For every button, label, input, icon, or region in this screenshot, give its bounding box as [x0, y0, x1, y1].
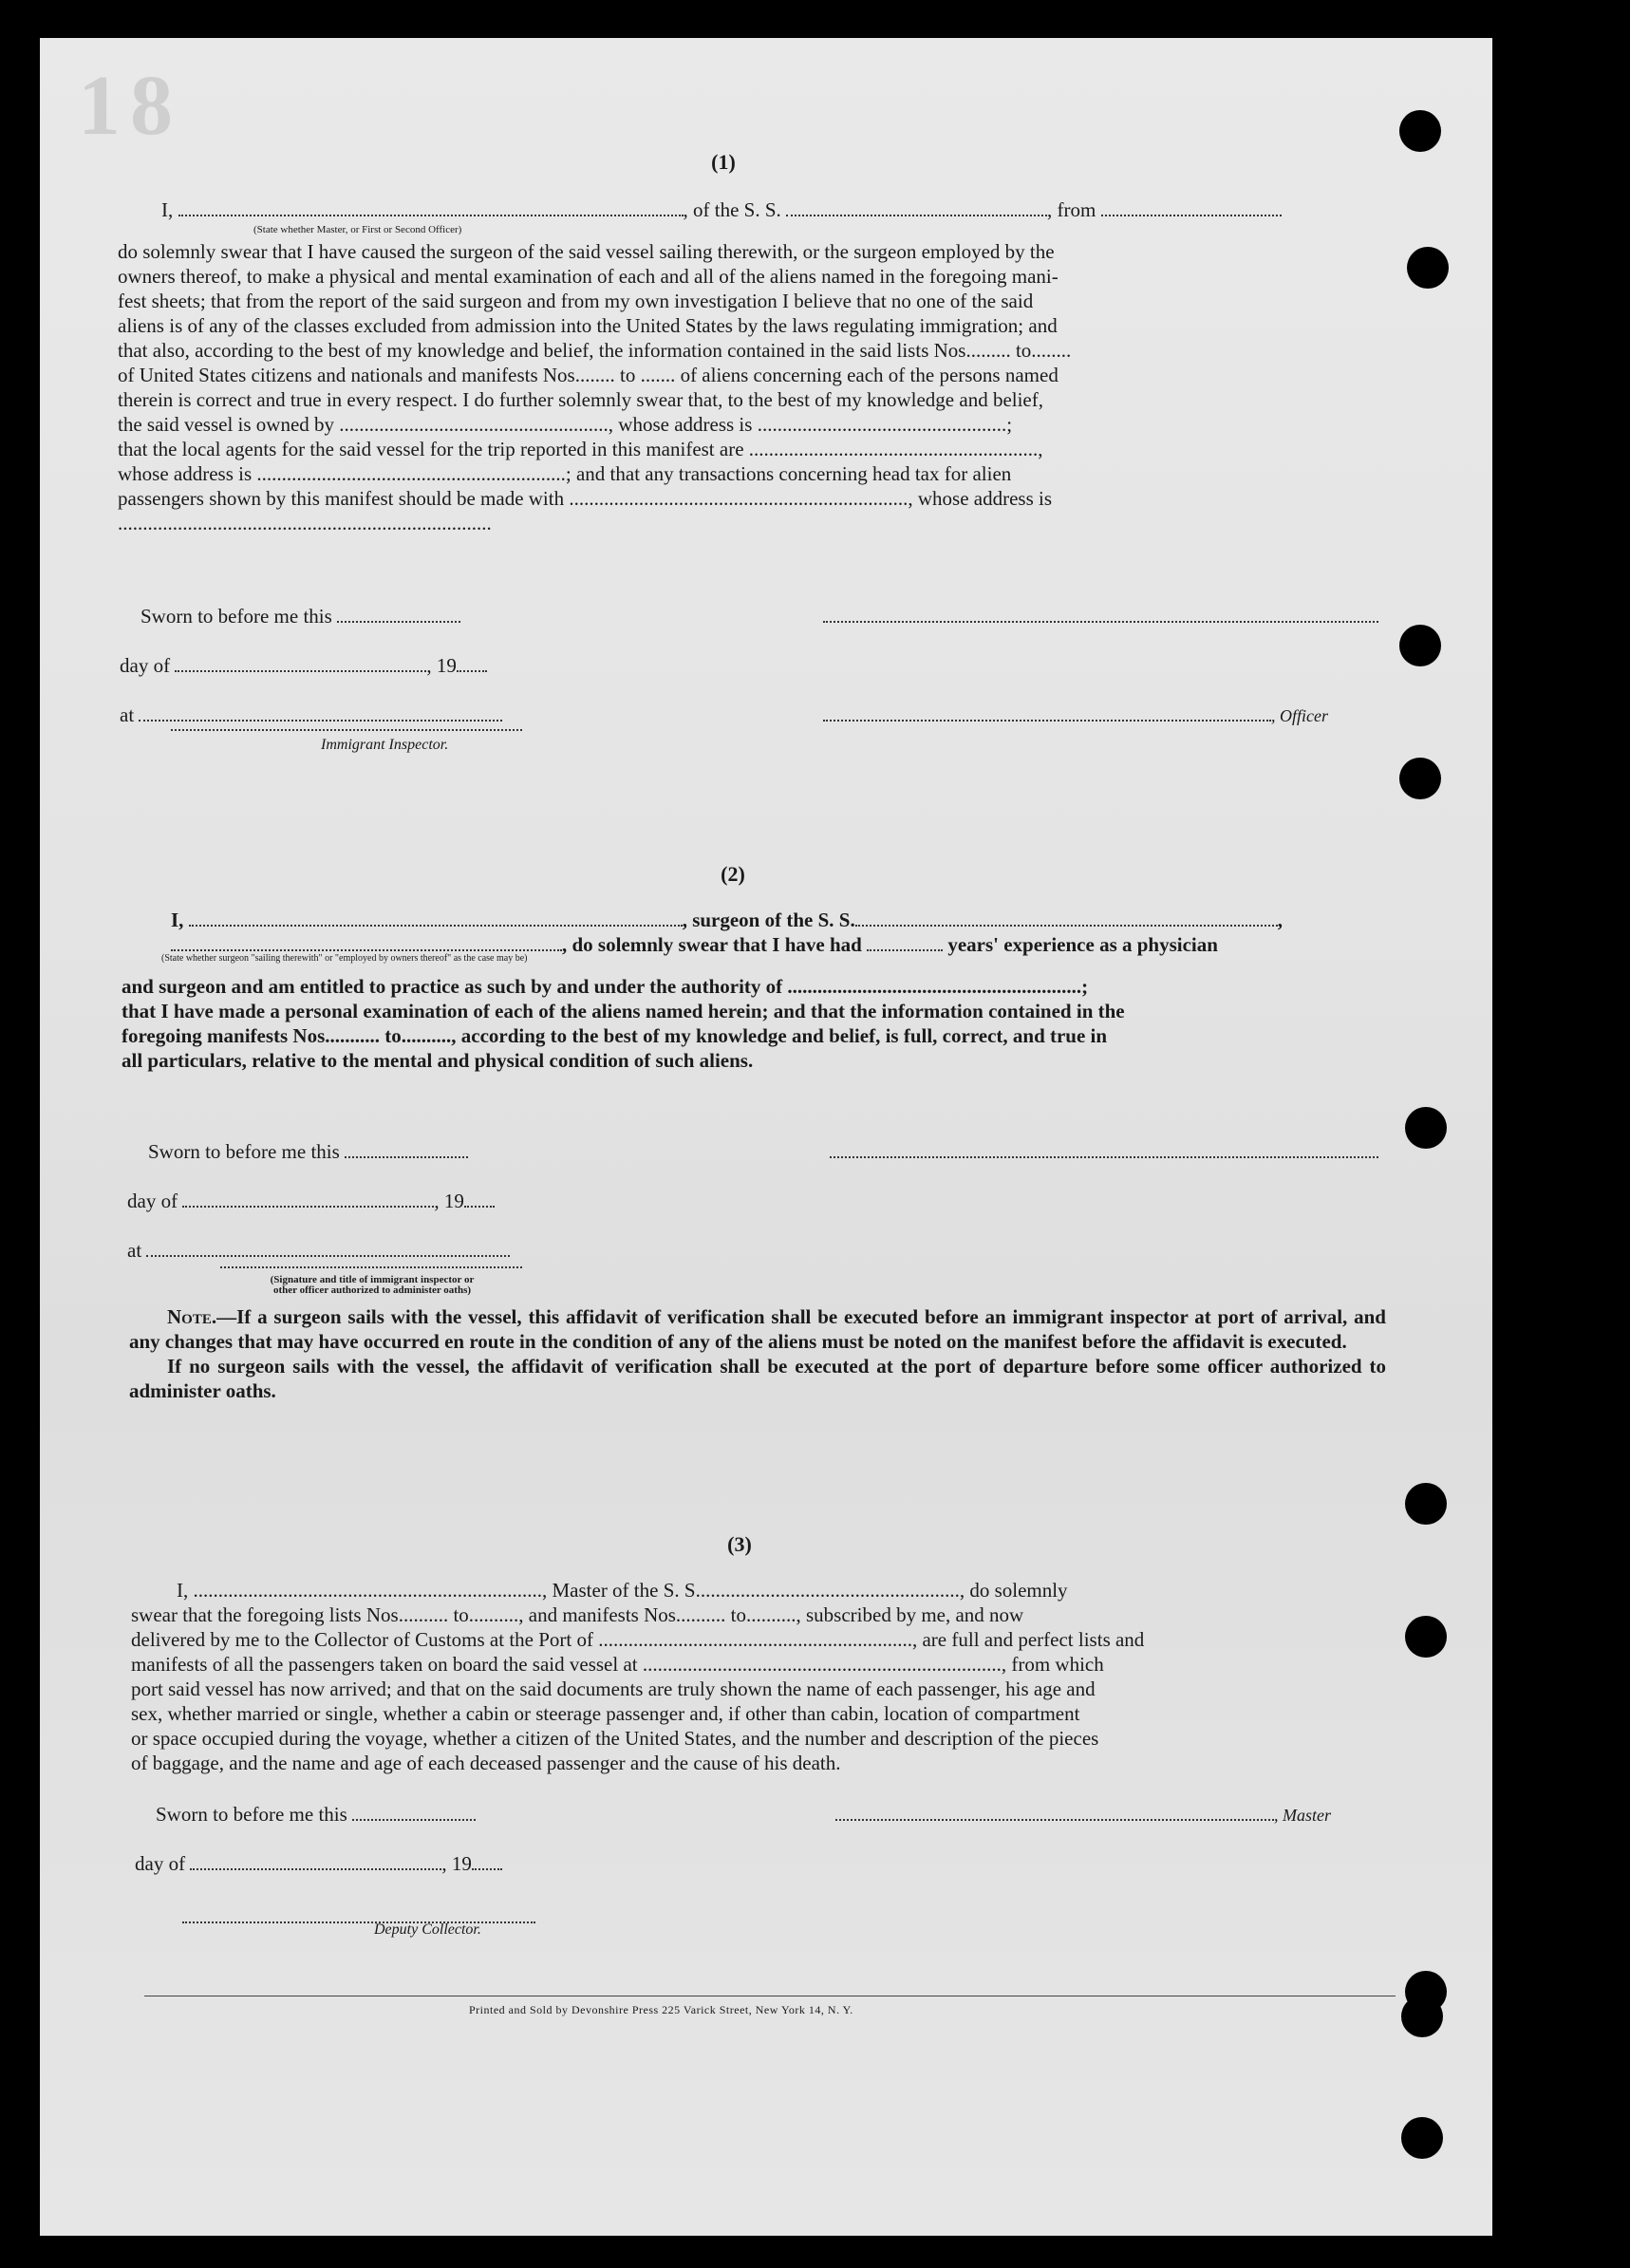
s3-body-line: sex, whether married or single, whether a cabin or steerage passenger and, if other than cabin, location of compartment: [131, 1702, 1080, 1725]
s2-capacity-field[interactable]: [171, 934, 562, 951]
printer-imprint: Printed and Sold by Devonshire Press 225 Varick Street, New York 14, N. Y.: [469, 2003, 853, 2016]
s2-at-label: at: [127, 1239, 142, 1262]
s1-from-label: , from: [1047, 198, 1096, 221]
s1-sworn-label: Sworn to before me this: [141, 605, 332, 628]
s1-inspector-signature-line[interactable]: [171, 727, 522, 731]
s2-sworn-line: [148, 1139, 468, 1164]
s3-day-field[interactable]: [190, 1853, 441, 1870]
s1-i-label: I,: [161, 198, 174, 221]
s3-master-sig-line: [835, 1802, 1331, 1828]
s3-collector-signature-line[interactable]: [182, 1920, 535, 1923]
s1-body-line: that also, according to the best of my knowledge and belief, the information contained in the said lists Nos......... to........: [118, 339, 1072, 362]
s2-years-field[interactable]: [867, 934, 943, 951]
s2-sworn-date-field[interactable]: [345, 1141, 468, 1158]
s1-of-ss-label: , of the S. S.: [683, 198, 781, 221]
s2-vessel-name-field[interactable]: [855, 909, 1278, 927]
s3-sworn-line: [156, 1802, 476, 1827]
s2-swear-label: , do solemnly swear that I have had: [562, 933, 862, 956]
s2-signature-hint-1: (Signature and title of immigrant inspector or: [270, 1274, 475, 1285]
punch-hole: [1401, 1996, 1443, 2037]
section-2-note: [129, 1304, 1386, 1403]
s1-day-field[interactable]: [175, 655, 426, 672]
s1-body-line: of United States citizens and nationals and manifests Nos........ to ....... of aliens concerning each of the persons named: [118, 364, 1059, 386]
section-2-body: [122, 974, 1384, 1073]
s2-body-line: foregoing manifests Nos........... to.........., according to the best of my knowledge and belief, is full, correct, and true in: [122, 1024, 1108, 1047]
s2-body-line: and surgeon and am entitled to practice as such by and under the authority of ...........................................................;: [122, 975, 1089, 998]
section-1-number: (1): [711, 150, 736, 174]
s3-body-line: or space occupied during the voyage, whether a citizen of the United States, and the number and description of the pieces: [131, 1727, 1099, 1750]
s2-note-paragraph-2: If no surgeon sails with the vessel, the affidavit of verification shall be executed at the port of departure before some officer authorized to administer oaths.: [129, 1355, 1386, 1402]
s1-body-line: fest sheets; that from the report of the said surgeon and from my own investigation I believe that no one of the said: [118, 290, 1034, 312]
s2-comma: ,: [1277, 909, 1283, 931]
s2-body-line: all particulars, relative to the mental and physical condition of such aliens.: [122, 1049, 754, 1072]
s3-day-label: day of: [135, 1852, 186, 1875]
s3-body-line: of baggage, and the name and age of each deceased passenger and the cause of his death.: [131, 1752, 841, 1774]
s2-note-paragraph-1: [129, 1304, 1386, 1354]
s2-at-line: [127, 1238, 510, 1263]
s1-officer-label: , Officer: [1271, 706, 1328, 725]
section-1-body: [118, 239, 1377, 535]
punch-hole: [1405, 1483, 1447, 1525]
s1-body-line: aliens is of any of the classes excluded from admission into the United States by the laws regulating immigration; and: [118, 314, 1058, 337]
section-3-number: (3): [727, 1532, 752, 1556]
s1-officer-name-field[interactable]: [178, 199, 684, 216]
s1-body-line: ...........................................................................: [118, 512, 492, 534]
s2-years-label: years' experience as a physician: [947, 933, 1218, 956]
s1-officer-signature-field[interactable]: [823, 704, 1271, 722]
s1-sworn-line: [141, 604, 460, 628]
s3-nineteen-label: , 19: [441, 1852, 472, 1875]
s2-day-field[interactable]: [182, 1190, 434, 1208]
s1-body-line: passengers shown by this manifest should be made with ...................................................................., whose address is: [118, 487, 1052, 510]
s3-sworn-label: Sworn to before me this: [156, 1803, 347, 1826]
s2-sworn-label: Sworn to before me this: [148, 1140, 340, 1163]
s1-vessel-name-field[interactable]: [786, 199, 1047, 216]
punch-hole: [1405, 1107, 1447, 1149]
s2-year-field[interactable]: [464, 1190, 495, 1208]
section-2-number: (2): [721, 862, 745, 886]
s1-officer-hint: (State whether Master, or First or Second Officer): [253, 224, 462, 235]
s2-inspector-signature-line[interactable]: [220, 1265, 522, 1268]
s2-day-line: [127, 1189, 495, 1213]
s3-body-line: delivered by me to the Collector of Customs at the Port of ..............................................................., are full and perfect lists and: [131, 1628, 1145, 1651]
punch-hole: [1399, 110, 1441, 152]
s3-body-line: I, ......................................................................, Master of the S. S....................................................., do solemnly: [177, 1579, 1068, 1602]
s2-nineteen-label: , 19: [434, 1190, 464, 1212]
s2-day-label: day of: [127, 1190, 178, 1212]
s1-at-label: at: [120, 703, 135, 726]
s3-body-line: swear that the foregoing lists Nos.......... to.........., and manifests Nos.......... to.........., subscribed by me, and now: [131, 1603, 1024, 1626]
form-page: [40, 38, 1492, 2236]
s1-body-line: owners thereof, to make a physical and mental examination of each and all of the aliens named in the foregoing mani-: [118, 265, 1059, 288]
section-1-line-1: [161, 197, 1282, 222]
s1-body-line: the said vessel is owned by ......................................................, whose address is ..................................................;: [118, 413, 1013, 436]
punch-hole: [1399, 758, 1441, 799]
s3-day-line: [135, 1851, 502, 1876]
s1-body-line: whose address is ..............................................................; and that any transactions concerning head tax for alien: [118, 462, 1012, 485]
s2-surgeon-name-field[interactable]: [189, 909, 683, 927]
s1-from-port-field[interactable]: [1101, 199, 1282, 216]
s2-i-label: I,: [171, 909, 184, 931]
s1-at-field[interactable]: [139, 704, 502, 722]
section-2-line-1: [171, 908, 1283, 932]
s3-master-signature-field[interactable]: [835, 1804, 1274, 1821]
s1-at-line: [120, 703, 502, 727]
s2-surgeon-label: , surgeon of the S. S.: [682, 909, 855, 931]
s1-nineteen-label: , 19: [426, 654, 457, 677]
s1-signature-line[interactable]: [823, 619, 1378, 623]
s1-day-line: [120, 653, 487, 678]
s1-year-field[interactable]: [457, 655, 487, 672]
s2-body-line: that I have made a personal examination of each of the aliens named herein; and that the information contained in the: [122, 1000, 1125, 1022]
s1-body-line: that the local agents for the said vessel for the trip reported in this manifest are ..........................................................,: [118, 438, 1043, 460]
s1-inspector-label: Immigrant Inspector.: [321, 737, 449, 753]
section-3-body: [131, 1578, 1390, 1775]
punch-hole: [1401, 2117, 1443, 2159]
s1-officer-sig-line: [823, 703, 1328, 728]
s2-note-text-1: —If a surgeon sails with the vessel, this affidavit of verification shall be executed before an immigrant inspector at port of arrival, and any changes that may have occurred en route in the condition of any of the aliens must be noted on the manifest before the affidavit is executed.: [129, 1305, 1386, 1353]
s3-master-label: , Master: [1274, 1806, 1331, 1825]
s3-body-line: manifests of all the passengers taken on board the said vessel at ........................................................................, from which: [131, 1653, 1104, 1676]
s1-sworn-date-field[interactable]: [337, 606, 460, 623]
s1-body-line: therein is correct and true in every respect. I do further solemnly swear that, to the best of my knowledge and belief,: [118, 388, 1043, 411]
s2-capacity-hint: (State whether surgeon "sailing therewith" or "employed by owners thereof" as the case may be): [161, 953, 528, 964]
s3-sworn-date-field[interactable]: [352, 1804, 476, 1821]
s2-signature-line[interactable]: [830, 1154, 1378, 1158]
s3-body-line: port said vessel has now arrived; and that on the said documents are truly shown the name of each passenger, his age and: [131, 1678, 1096, 1700]
punch-hole: [1407, 247, 1449, 289]
s2-note-label: Note.: [167, 1305, 217, 1328]
s2-at-field[interactable]: [146, 1240, 510, 1257]
s1-body-line: do solemnly swear that I have caused the surgeon of the said vessel sailing therewith, or the surgeon employed by the: [118, 240, 1055, 263]
s3-collector-label: Deputy Collector.: [374, 1921, 481, 1938]
s1-day-label: day of: [120, 654, 171, 677]
faded-stamp-number: 18: [78, 59, 182, 153]
punch-hole: [1399, 625, 1441, 666]
s3-year-field[interactable]: [472, 1853, 502, 1870]
s2-signature-hint-2: other officer authorized to administer oaths): [272, 1284, 472, 1296]
punch-hole: [1405, 1616, 1447, 1658]
